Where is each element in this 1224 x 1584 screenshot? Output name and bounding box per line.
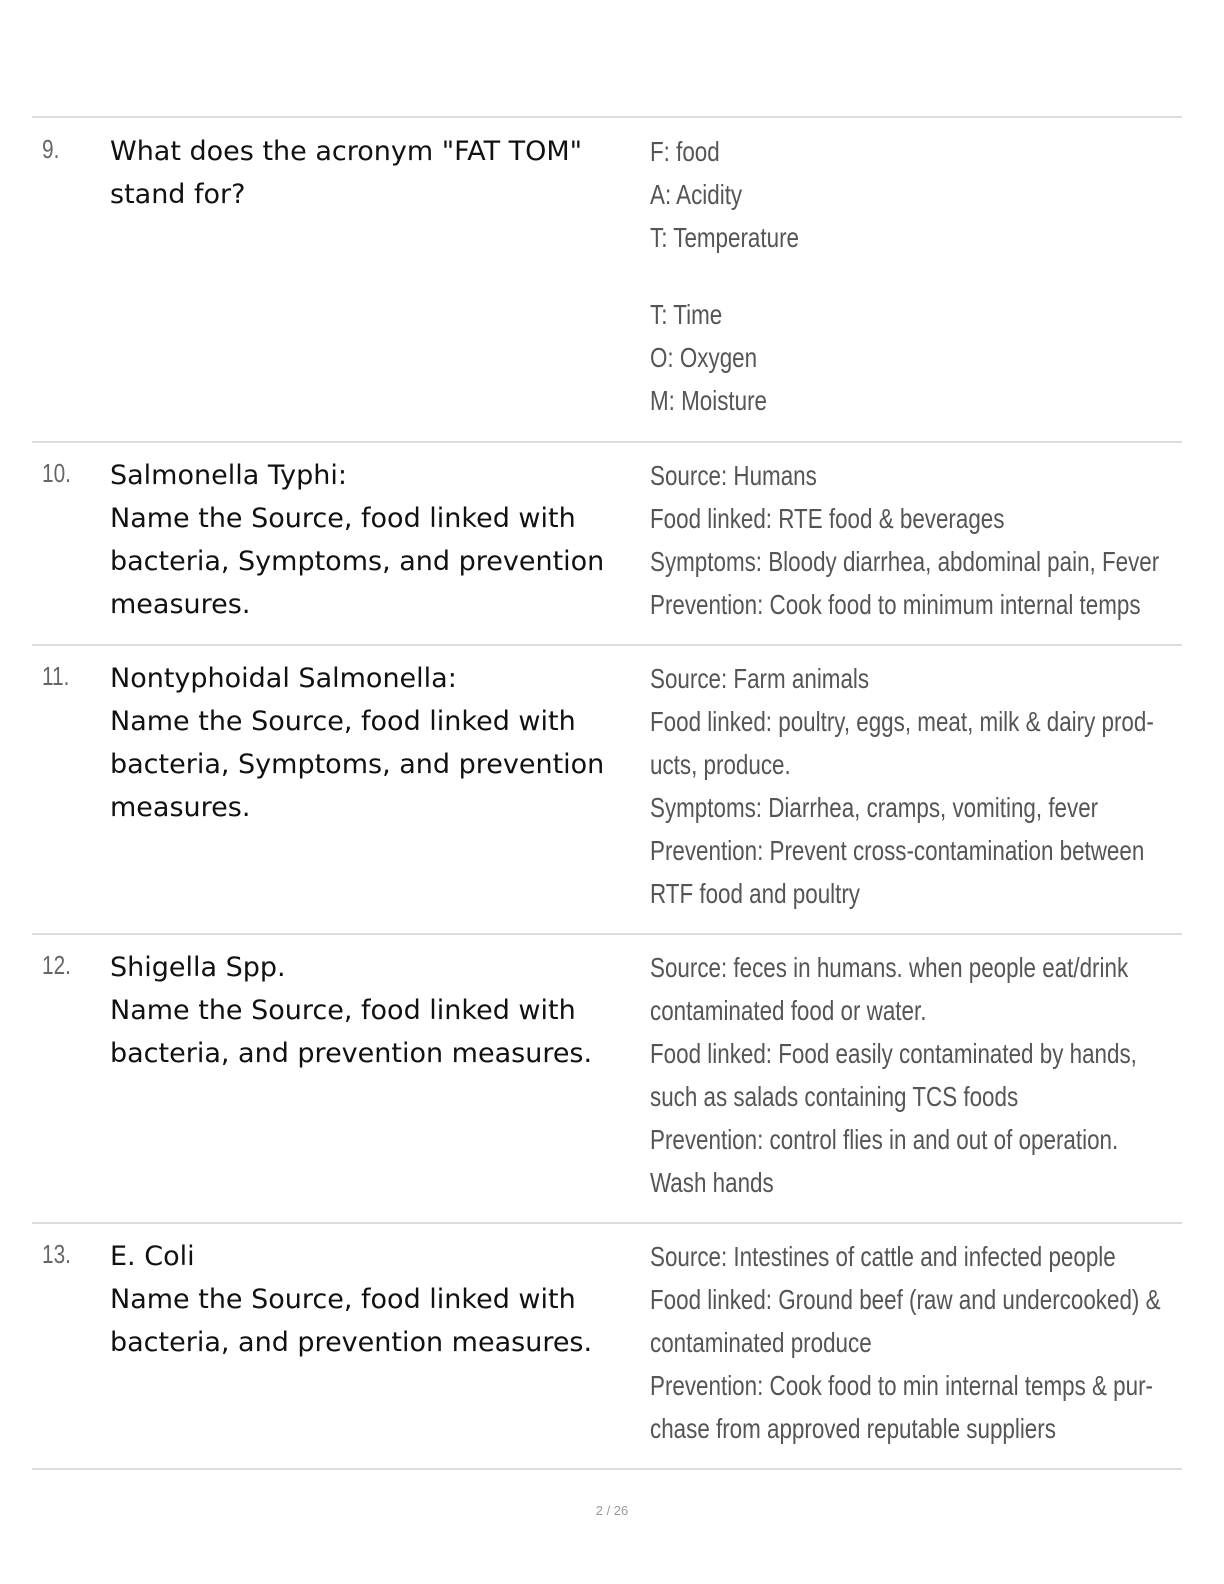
question-line: measures. bbox=[110, 792, 251, 823]
flashcard-13 bbox=[32, 1224, 1182, 1470]
answer-line: contaminated food or water. bbox=[650, 995, 927, 1026]
question-line: E. Coli bbox=[110, 1241, 195, 1272]
card-answer bbox=[650, 130, 1162, 422]
card-number: 10. bbox=[42, 458, 71, 488]
card-number: 12. bbox=[42, 950, 71, 980]
card-answer bbox=[650, 1235, 1162, 1450]
answer-line: Source: Farm animals bbox=[650, 663, 870, 694]
answer-line: Source: Humans bbox=[650, 460, 817, 491]
question-line: stand for? bbox=[110, 179, 246, 210]
flashcard-12 bbox=[32, 935, 1182, 1224]
card-number: 9. bbox=[42, 134, 60, 164]
card-number: 11. bbox=[42, 661, 70, 691]
question-line: Name the Source, food linked with bbox=[110, 706, 576, 737]
question-line: Name the Source, food linked with bbox=[110, 1284, 576, 1315]
answer-spacer bbox=[650, 259, 1162, 293]
answer-line: Wash hands bbox=[650, 1167, 774, 1198]
card-number: 13. bbox=[42, 1239, 71, 1269]
answer-line: Food linked: Ground beef (raw and undercooked) & bbox=[650, 1284, 1161, 1315]
question-line: What does the acronym "FAT TOM" bbox=[110, 136, 583, 167]
answer-line: chase from approved reputable suppliers bbox=[650, 1413, 1056, 1444]
card-question bbox=[110, 454, 650, 626]
question-line: Shigella Spp. bbox=[110, 952, 286, 983]
question-line: Salmonella Typhi: bbox=[110, 460, 347, 491]
question-line: bacteria, Symptoms, and prevention bbox=[110, 546, 605, 577]
question-line: bacteria, Symptoms, and prevention bbox=[110, 749, 605, 780]
answer-line: Food linked: RTE food & beverages bbox=[650, 503, 1005, 534]
page-indicator: 2 / 26 bbox=[595, 1503, 629, 1518]
question-line: Name the Source, food linked with bbox=[110, 995, 576, 1026]
card-question bbox=[110, 657, 650, 829]
answer-line: Prevention: control flies in and out of operation. bbox=[650, 1124, 1119, 1155]
answer-line: T: Temperature bbox=[650, 222, 799, 253]
flashcard-10 bbox=[32, 443, 1182, 646]
flashcard-11 bbox=[32, 646, 1182, 935]
card-answer bbox=[650, 657, 1162, 915]
answer-line: Prevention: Cook food to minimum internal temps bbox=[650, 589, 1141, 620]
question-line: Name the Source, food linked with bbox=[110, 503, 576, 534]
question-line: bacteria, and prevention measures. bbox=[110, 1327, 593, 1358]
answer-line: Source: feces in humans. when people eat/drink bbox=[650, 952, 1129, 983]
answer-line: Symptoms: Diarrhea, cramps, vomiting, fever bbox=[650, 792, 1099, 823]
card-question bbox=[110, 1235, 650, 1364]
answer-line: RTF food and poultry bbox=[650, 878, 861, 909]
question-line: Nontyphoidal Salmonella: bbox=[110, 663, 457, 694]
card-question bbox=[110, 130, 650, 216]
answer-line: M: Moisture bbox=[650, 385, 767, 416]
flashcard-9 bbox=[32, 118, 1182, 443]
answer-line: T: Time bbox=[650, 299, 723, 330]
card-answer bbox=[650, 454, 1162, 626]
answer-line: Prevention: Cook food to min internal temps & pur- bbox=[650, 1370, 1154, 1401]
flashcard-list bbox=[32, 116, 1182, 1470]
answer-line: F: food bbox=[650, 136, 720, 167]
answer-line: Prevention: Prevent cross-contamination between bbox=[650, 835, 1145, 866]
card-answer bbox=[650, 946, 1162, 1204]
question-line: bacteria, and prevention measures. bbox=[110, 1038, 593, 1069]
answer-line: contaminated produce bbox=[650, 1327, 872, 1358]
answer-line: Food linked: Food easily contaminated by hands, bbox=[650, 1038, 1137, 1069]
answer-line: A: Acidity bbox=[650, 179, 743, 210]
answer-line: ucts, produce. bbox=[650, 749, 791, 780]
answer-line: such as salads containing TCS foods bbox=[650, 1081, 1019, 1112]
answer-line: O: Oxygen bbox=[650, 342, 758, 373]
answer-line: Source: Intestines of cattle and infected people bbox=[650, 1241, 1116, 1272]
card-question bbox=[110, 946, 650, 1075]
question-line: measures. bbox=[110, 589, 251, 620]
answer-line: Food linked: poultry, eggs, meat, milk & dairy prod- bbox=[650, 706, 1154, 737]
answer-line: Symptoms: Bloody diarrhea, abdominal pain, Fever bbox=[650, 546, 1160, 577]
